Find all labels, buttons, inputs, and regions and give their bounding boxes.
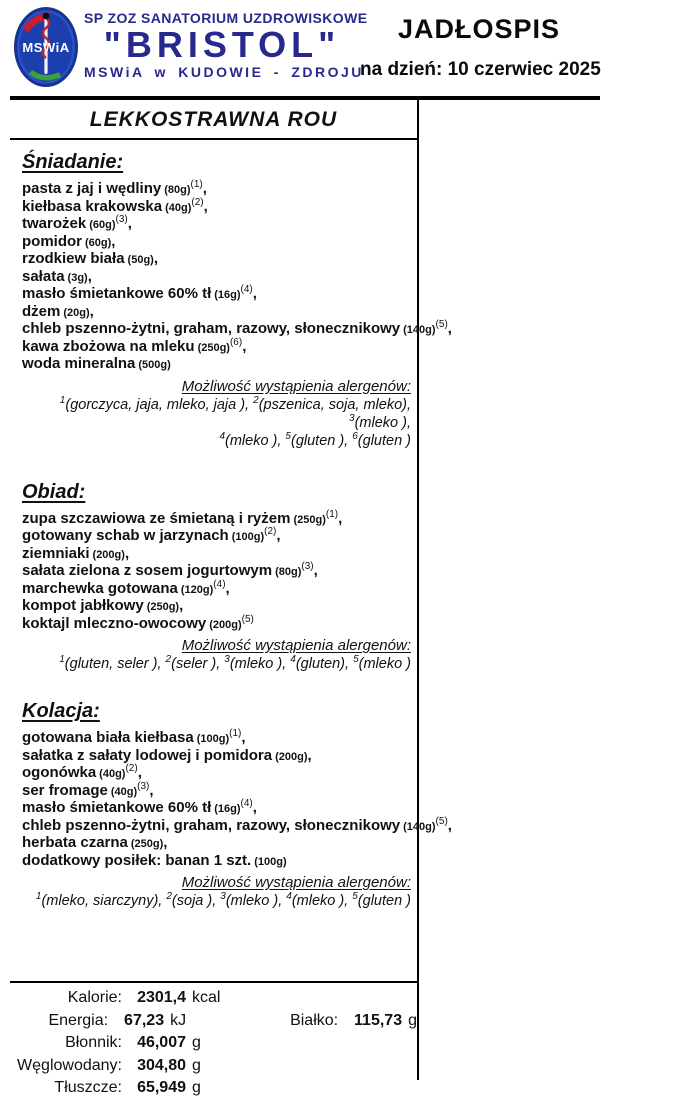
organization-location: MSWiA w KUDOWIE - ZDROJU	[84, 64, 364, 80]
item-name: woda mineralna	[22, 355, 136, 372]
item-separator: ,	[202, 180, 207, 197]
item-separator: ,	[252, 285, 257, 302]
allergen-names: (mleko ),	[225, 432, 286, 449]
item-name: zupa szczawiowa ze śmietaną i ryżem	[22, 509, 291, 527]
column-divider-line	[417, 96, 419, 1080]
organization-block	[84, 10, 368, 80]
document-date: na dzień: 10 czerwiec 2025	[360, 59, 601, 80]
item-name: ogonówka	[22, 764, 97, 781]
item-weight: (200g)	[275, 750, 308, 763]
allergen-names: (mleko ),	[225, 893, 287, 909]
menu-item	[22, 730, 417, 748]
item-weight: (250g)	[293, 513, 326, 526]
item-name: koktajl mleczno-owocowy	[22, 614, 207, 632]
organization-name: SP ZOZ SANATORIUM UZDROWISKOWE	[84, 10, 368, 26]
item-separator: ,	[149, 781, 154, 799]
allergen-group	[353, 656, 411, 672]
allergen-ref-number: 3	[224, 654, 230, 666]
nutrition-row-blonnik	[10, 1034, 417, 1052]
allergen-names: (seler ),	[171, 656, 225, 672]
menu-item	[22, 196, 417, 217]
allergen-ref-number: 2	[166, 891, 172, 903]
item-weight: (80g)	[275, 566, 302, 578]
allergen-names: (pszenica, soja, mleko),	[258, 396, 411, 413]
menu-item	[22, 304, 417, 322]
item-separator: ,	[307, 746, 312, 764]
menu-item	[22, 508, 417, 529]
nutrition-label: Błonnik:	[65, 1034, 122, 1051]
allergen-ref-number: 5	[352, 891, 358, 903]
item-name: ser fromage	[22, 781, 108, 799]
menu-item	[22, 815, 452, 836]
item-weight: (16g)	[214, 289, 241, 301]
menu-item	[22, 748, 417, 766]
item-separator: ,	[241, 729, 246, 746]
item-separator: ,	[203, 197, 208, 215]
allergen-names: (soja ),	[171, 893, 221, 909]
item-separator: ,	[242, 337, 247, 355]
item-weight: (40g)	[99, 768, 126, 780]
item-allergen-ref: (2)	[191, 196, 204, 208]
section-heading: Śniadanie:	[22, 151, 124, 173]
item-weight: (50g)	[127, 254, 154, 266]
nutrition-value: 2301,4	[137, 989, 186, 1006]
allergen-line	[10, 396, 411, 432]
item-allergen-ref: (4)	[213, 578, 226, 590]
item-allergen-ref: (2)	[264, 526, 277, 537]
allergen-names: (gluten ),	[290, 432, 353, 449]
nutrition-value: 65,949	[137, 1079, 186, 1096]
item-list	[22, 508, 417, 634]
allergen-ref-number: 4	[286, 891, 292, 903]
item-separator: ,	[447, 320, 452, 337]
nutrition-row-energia	[10, 1012, 417, 1030]
organization-bristol-name: "BRISTOL"	[103, 24, 341, 65]
menu-item	[22, 234, 417, 252]
item-weight: (16g)	[214, 803, 241, 815]
allergen-group	[166, 656, 225, 672]
allergen-ref-number: 1	[59, 394, 66, 406]
nutrition-label: Węglowodany:	[17, 1056, 122, 1074]
item-weight: (250g)	[146, 601, 180, 613]
menu-item	[22, 853, 417, 871]
allergens-title: Możliwość wystąpienia alergenów:	[181, 874, 411, 891]
allergens-title: Możliwość wystąpienia alergenów:	[181, 637, 411, 654]
item-name: rzodkiew biała	[22, 250, 125, 267]
allergen-group	[286, 893, 352, 909]
section-kolacja	[10, 699, 452, 910]
item-weight: (500g)	[138, 359, 171, 371]
allergen-names: (gluten )	[357, 432, 411, 449]
allergen-group	[59, 656, 165, 672]
item-weight: (80g)	[164, 184, 191, 196]
allergen-ref-number: 3	[349, 412, 355, 424]
allergen-ref-number: 5	[285, 430, 291, 442]
item-allergen-ref: (2)	[125, 763, 138, 774]
item-name: gotowany schab w jarzynach	[22, 527, 229, 544]
item-weight: (20g)	[63, 306, 90, 319]
item-name: dżem	[22, 302, 61, 320]
allergen-names: (gluten, seler ),	[64, 656, 166, 672]
item-list	[22, 728, 452, 870]
allergen-group	[36, 893, 166, 909]
menu-content	[10, 100, 452, 910]
nutrition-unit: g	[192, 1056, 201, 1074]
item-allergen-ref: (5)	[435, 815, 448, 827]
section-obiad	[10, 480, 417, 674]
allergen-line	[10, 892, 411, 910]
item-name: marchewka gotowana	[22, 579, 178, 597]
item-name: masło śmietankowe 60% tł	[22, 799, 212, 816]
allergen-ref-number: 2	[253, 394, 259, 406]
item-allergen-ref: (5)	[435, 319, 448, 330]
allergen-ref-number: 4	[290, 654, 296, 666]
item-name: kiełbasa krakowska	[22, 197, 163, 215]
menu-item	[22, 765, 417, 783]
menu-item	[22, 216, 417, 234]
menu-item	[22, 598, 417, 616]
nutrition-unit: kcal	[192, 989, 221, 1006]
allergen-names: (mleko, siarczyny),	[41, 893, 167, 909]
allergen-group	[352, 430, 411, 449]
item-allergen-ref: (3)	[301, 561, 314, 572]
item-separator: ,	[338, 509, 343, 527]
item-allergen-ref: (3)	[137, 780, 150, 792]
section-heading: Obiad:	[22, 480, 86, 503]
nutrition-value: 46,007	[137, 1034, 186, 1051]
allergen-line	[10, 655, 411, 673]
menu-item	[22, 835, 417, 853]
menu-item	[22, 356, 417, 374]
section-heading: Kolacja:	[22, 700, 100, 722]
allergen-ref-number: 2	[165, 654, 172, 666]
menu-item	[22, 800, 417, 818]
allergen-names: (mleko ),	[354, 414, 411, 431]
allergen-ref-number: 4	[219, 430, 225, 442]
allergen-group	[253, 394, 411, 413]
item-name: chleb pszenno-żytni, graham, razowy, słonecznikowy	[22, 816, 401, 834]
item-weight: (40g)	[165, 201, 192, 214]
menu-item	[22, 269, 417, 287]
allergens-block	[10, 378, 417, 450]
item-separator: ,	[87, 267, 92, 285]
allergen-names: (mleko )	[358, 656, 411, 672]
allergens-block	[10, 637, 417, 673]
item-weight: (200g)	[209, 618, 242, 631]
item-weight: (120g)	[180, 583, 214, 596]
nutrition-summary	[10, 981, 417, 1102]
nutrition-row-weglowodany	[10, 1057, 417, 1075]
item-separator: ,	[163, 834, 168, 851]
item-weight: (3g)	[67, 271, 88, 284]
menu-item	[22, 181, 417, 199]
item-allergen-ref: (1)	[190, 179, 203, 190]
nutrition-row-bialko	[276, 1012, 417, 1030]
item-separator: ,	[179, 597, 184, 614]
allergen-group	[349, 412, 411, 431]
item-separator: ,	[137, 764, 142, 781]
nutrition-unit: g	[192, 1079, 201, 1096]
item-separator: ,	[111, 232, 116, 250]
allergen-group	[219, 430, 286, 449]
allergen-group	[285, 430, 353, 449]
item-name: masło śmietankowe 60% tł	[22, 285, 212, 302]
item-name: kompot jabłkowy	[22, 597, 144, 614]
menu-item	[22, 780, 417, 801]
item-separator: ,	[124, 544, 130, 562]
menu-item	[22, 319, 452, 339]
allergen-ref-number: 3	[220, 891, 226, 903]
item-separator: ,	[89, 302, 94, 320]
nutrition-row-kalorie	[10, 989, 417, 1007]
allergen-names: (mleko ),	[229, 656, 291, 672]
item-allergen-ref: (4)	[240, 284, 253, 295]
item-name: sałatka z sałaty lodowej i pomidora	[22, 746, 273, 764]
item-allergen-ref: (4)	[240, 798, 253, 809]
item-weight: (140g)	[403, 820, 436, 833]
item-weight: (100g)	[196, 733, 230, 745]
item-separator: ,	[276, 527, 281, 544]
item-name: herbata czarna	[22, 834, 128, 851]
document-title: JADŁOSPIS	[397, 14, 561, 44]
title-divider-line	[10, 138, 417, 140]
item-name: pasta z jaj i wędliny	[22, 180, 162, 197]
item-weight: (250g)	[130, 838, 164, 850]
item-weight: (100g)	[231, 531, 265, 543]
menu-item	[22, 528, 417, 546]
item-name: dodatkowy posiłek: banan 1 szt.	[22, 851, 252, 869]
item-weight: (100g)	[254, 855, 287, 868]
allergen-group	[59, 394, 254, 413]
allergen-group	[352, 893, 411, 909]
item-name: sałata zielona z sosem jogurtowym	[22, 562, 273, 579]
item-weight: (200g)	[92, 548, 125, 561]
allergen-ref-number: 1	[59, 654, 65, 666]
allergens-block	[10, 874, 417, 910]
nutrition-unit: g	[408, 1011, 417, 1029]
diet-title: LEKKOSTRAWNA ROU	[89, 108, 338, 131]
menu-item	[22, 336, 417, 357]
allergen-group	[290, 656, 353, 672]
item-name: ziemniaki	[22, 544, 90, 562]
menu-item	[22, 251, 417, 269]
nutrition-value: 115,73	[354, 1011, 403, 1029]
menu-item	[22, 286, 417, 304]
document-title-block	[360, 14, 601, 81]
nutrition-value: 304,80	[137, 1056, 186, 1074]
item-name: kawa zbożowa na mleku	[22, 337, 195, 355]
nutrition-label: Energia:	[48, 1011, 109, 1029]
item-separator: ,	[127, 215, 132, 232]
allergen-names: (mleko ),	[291, 893, 353, 909]
item-name: gotowana biała kiełbasa	[22, 729, 194, 746]
nutrition-label: Tłuszcze:	[54, 1079, 122, 1096]
mswia-badge-icon	[13, 6, 79, 88]
nutrition-row-tluszcze	[10, 1079, 417, 1097]
item-separator: ,	[447, 816, 452, 834]
item-weight: (250g)	[197, 341, 230, 354]
item-name: twarożek	[22, 215, 87, 232]
menu-item	[22, 613, 417, 634]
menu-item	[22, 546, 417, 564]
allergen-names: (gorczyca, jaja, mleko, jaja ),	[65, 396, 254, 413]
item-name: sałata	[22, 267, 65, 285]
allergen-ref-number: 5	[353, 654, 359, 666]
nutrition-value: 67,23	[124, 1011, 165, 1029]
nutrition-label: Białko:	[290, 1011, 339, 1029]
item-name: pomidor	[22, 232, 82, 250]
item-separator: ,	[225, 579, 230, 597]
nutrition-unit: kJ	[170, 1011, 187, 1029]
item-weight: (60g)	[89, 219, 116, 231]
item-allergen-ref: (3)	[115, 214, 128, 225]
section-sniadanie	[10, 150, 452, 450]
item-name: chleb pszenno-żytni, graham, razowy, słonecznikowy	[22, 320, 401, 337]
item-list	[22, 179, 452, 374]
menu-item	[22, 578, 417, 599]
allergen-ref-number: 1	[35, 891, 42, 903]
item-separator: ,	[313, 562, 318, 579]
item-separator: ,	[252, 799, 257, 816]
nutrition-label: Kalorie:	[67, 989, 122, 1006]
allergen-line	[10, 432, 411, 450]
item-allergen-ref: (1)	[325, 508, 339, 520]
allergens-title: Możliwość wystąpienia alergenów:	[181, 377, 411, 395]
allergen-group	[224, 656, 290, 672]
logo-text: MSWiA	[22, 40, 70, 55]
item-separator: ,	[153, 250, 158, 267]
allergen-group	[220, 893, 286, 909]
item-allergen-ref: (6)	[229, 336, 243, 348]
nutrition-unit: g	[192, 1034, 201, 1051]
allergen-ref-number: 6	[352, 430, 358, 442]
allergen-names: (gluten),	[295, 656, 354, 672]
item-weight: (40g)	[110, 785, 138, 798]
allergen-names: (gluten )	[357, 893, 411, 909]
item-allergen-ref: (1)	[229, 728, 242, 739]
item-weight: (140g)	[403, 324, 436, 336]
item-allergen-ref: (5)	[241, 613, 254, 625]
item-weight: (60g)	[85, 236, 112, 249]
allergen-group	[166, 893, 220, 909]
